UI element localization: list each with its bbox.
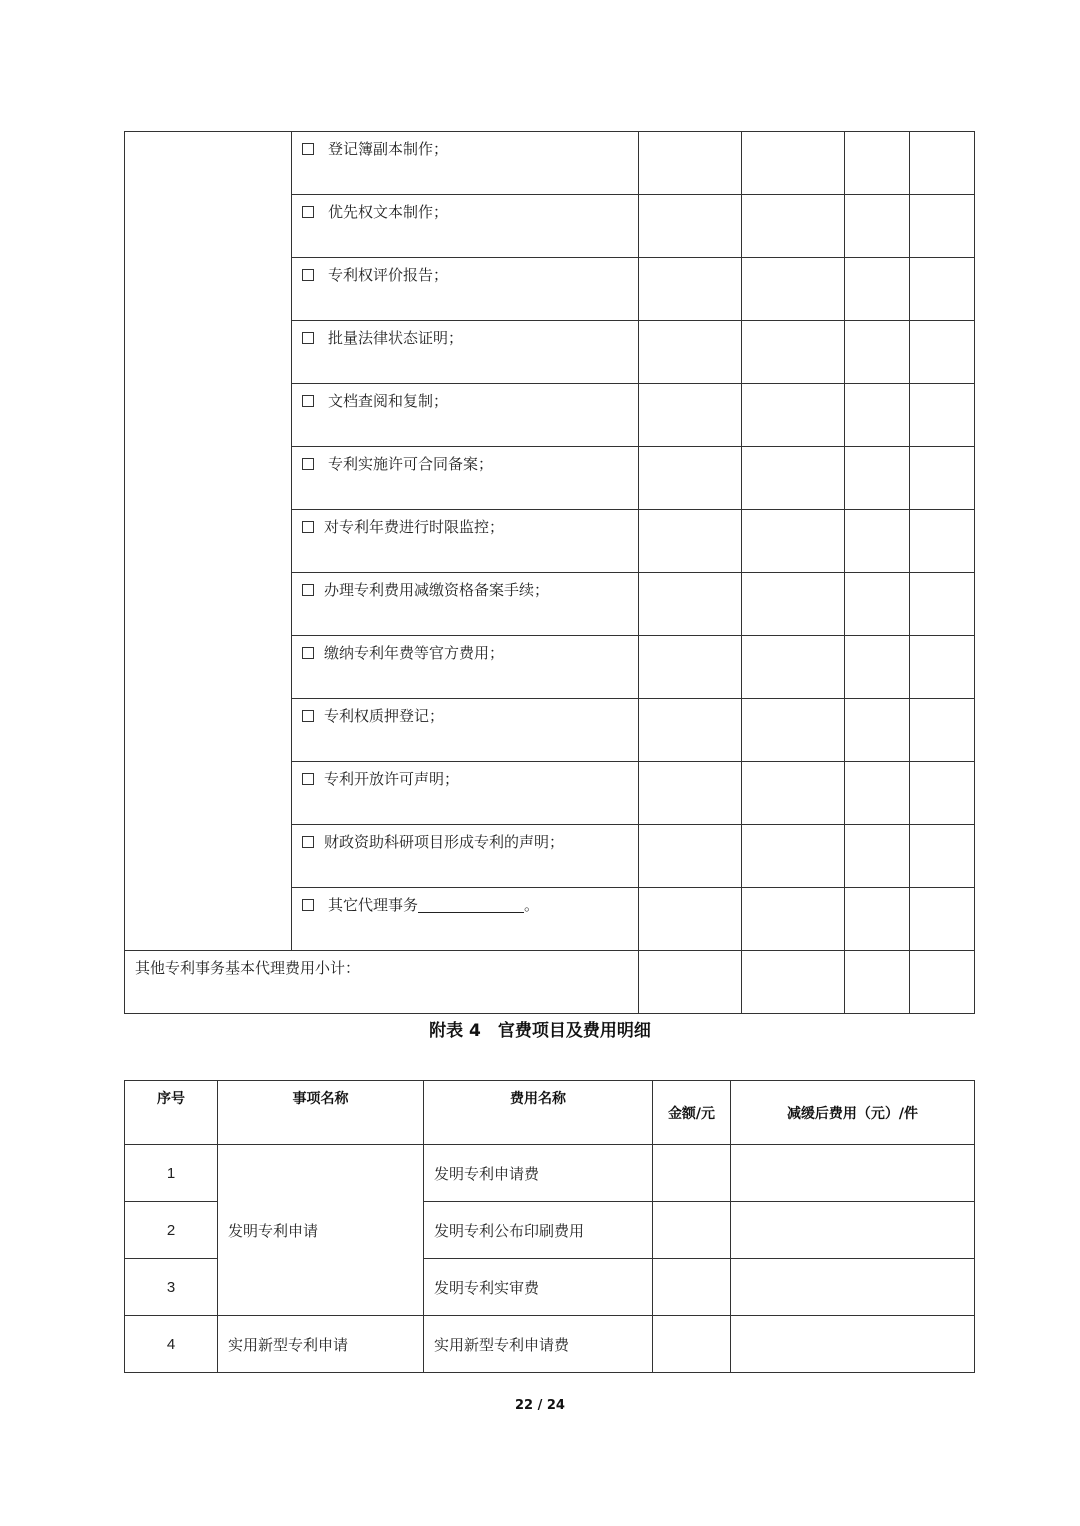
seq-cell: 3 <box>125 1259 218 1316</box>
checkbox-icon[interactable] <box>302 206 314 218</box>
appendix4-title: 附表 4 官费项目及费用明细 <box>429 1021 651 1041</box>
seq-cell: 2 <box>125 1202 218 1259</box>
header-seq: 序号 <box>125 1081 218 1145</box>
list-item: 批量法律状态证明； <box>292 321 639 384</box>
seq-cell: 1 <box>125 1145 218 1202</box>
list-item: 优先权文本制作； <box>292 195 639 258</box>
header-fee-name: 费用名称 <box>424 1081 653 1145</box>
checkbox-icon[interactable] <box>302 395 314 407</box>
list-item: 文档查阅和复制； <box>292 384 639 447</box>
checkbox-icon[interactable] <box>302 647 314 659</box>
fill-in-blank[interactable] <box>418 898 524 913</box>
item-cell: 发明专利申请 <box>218 1145 424 1316</box>
list-item: 专利权质押登记； <box>292 699 639 762</box>
official-fee-table <box>124 1080 975 1373</box>
header-item: 事项名称 <box>218 1081 424 1145</box>
list-item: 缴纳专利年费等官方费用； <box>292 636 639 699</box>
fee-cell: 实用新型专利申请费 <box>424 1316 653 1373</box>
checkbox-icon[interactable] <box>302 143 314 155</box>
list-item: 办理专利费用减缴资格备案手续； <box>292 573 639 636</box>
checkbox-icon[interactable] <box>302 332 314 344</box>
table-row <box>125 1145 975 1202</box>
subtotal-row <box>125 951 975 1014</box>
list-item: 对专利年费进行时限监控； <box>292 510 639 573</box>
category-cell <box>125 132 292 951</box>
checkbox-icon[interactable] <box>302 584 314 596</box>
fee-cell: 发明专利申请费 <box>424 1145 653 1202</box>
checkbox-icon[interactable] <box>302 773 314 785</box>
list-item: 登记簿副本制作； <box>292 132 639 195</box>
checkbox-icon[interactable] <box>302 269 314 281</box>
header-row <box>125 1081 975 1145</box>
table-row <box>125 1316 975 1373</box>
checkbox-icon[interactable] <box>302 458 314 470</box>
list-item: 财政资助科研项目形成专利的声明； <box>292 825 639 888</box>
seq-cell: 4 <box>125 1316 218 1373</box>
fee-cell: 发明专利实审费 <box>424 1259 653 1316</box>
subtotal-label: 其他专利事务基本代理费用小计： <box>125 951 639 1014</box>
item-cell: 实用新型专利申请 <box>218 1316 424 1373</box>
list-item: 专利实施许可合同备案； <box>292 447 639 510</box>
list-item: 专利权评价报告； <box>292 258 639 321</box>
list-item: 其它代理事务 。 <box>292 888 639 951</box>
header-amount: 金额/元 <box>653 1081 731 1145</box>
table-row <box>125 132 975 195</box>
checkbox-icon[interactable] <box>302 710 314 722</box>
fee-cell: 发明专利公布印刷费用 <box>424 1202 653 1259</box>
agency-fee-table <box>124 131 975 1014</box>
checkbox-icon[interactable] <box>302 521 314 533</box>
checkbox-icon[interactable] <box>302 836 314 848</box>
page-number: 22 / 24 <box>515 1398 565 1413</box>
header-reduced: 减缓后费用（元）/件 <box>731 1081 975 1145</box>
checkbox-icon[interactable] <box>302 899 314 911</box>
list-item: 专利开放许可声明； <box>292 762 639 825</box>
